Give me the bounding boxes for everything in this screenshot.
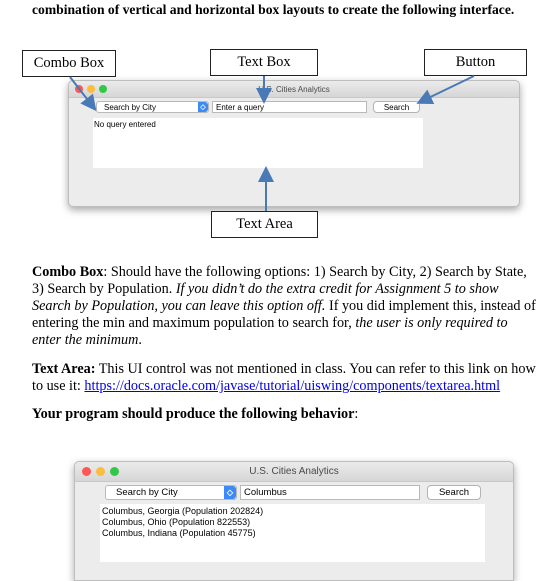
window-2-title: U.S. Cities Analytics [249, 466, 339, 477]
combo-chevron-icon: ◇ [224, 486, 236, 499]
search-button[interactable]: Search [427, 485, 481, 500]
text-box-callout: Text Box [210, 49, 318, 76]
behavior-label: Your program should produce the following behavior [32, 406, 355, 422]
behavior-heading [32, 406, 537, 423]
intro-text: combination of vertical and horizontal box layouts to create the following interface. [32, 2, 515, 17]
combo-box-paragraph [32, 264, 537, 349]
combo-value: Search by City [104, 102, 157, 112]
combo-box-text-3: . [138, 332, 142, 348]
search-button[interactable]: Search [373, 101, 420, 113]
results-text-area[interactable] [100, 504, 485, 562]
behavior-colon: : [354, 406, 359, 422]
combo-chevron-icon: ◇ [198, 102, 208, 112]
window-1-title: U.S. Cities Analytics [258, 84, 330, 94]
combo-arrow-icon [70, 77, 94, 108]
combo-value: Search by City [116, 487, 178, 498]
text-area-callout: Text Area [211, 211, 318, 238]
minimize-dot-icon[interactable] [96, 467, 105, 476]
combo-box-text-1: : Should have the following options: 1) Search by City, 2) Search by State, 3) Search by Population. [32, 264, 527, 297]
result-line: Columbus, Georgia (Population 202824) [102, 506, 264, 516]
query-value: Columbus [244, 487, 287, 498]
query-input[interactable] [240, 485, 420, 500]
button-arrow-icon [420, 76, 474, 102]
combo-box-text-2: If you did implement this, instead of entering the min and maximum population to search for, [32, 298, 536, 331]
combo-box-italic-2: the user is only required to enter the minimum [32, 315, 508, 348]
result-line: Columbus, Ohio (Population 822553) [102, 517, 251, 527]
combo-box-label: Combo Box [32, 264, 104, 280]
zoom-dot-icon[interactable] [110, 467, 119, 476]
combo-box-callout: Combo Box [22, 50, 116, 77]
close-dot-icon[interactable] [82, 467, 91, 476]
combo-box-italic-1: If you didn’t do the extra credit for Assignment 5 to show Search by Population, you can leave this option off. [32, 281, 499, 314]
text-area-paragraph [32, 361, 537, 395]
example-window-2 [74, 461, 514, 581]
text-area-content: No query entered [94, 120, 156, 129]
window-2-titlebar [75, 462, 513, 482]
search-type-combo[interactable] [105, 485, 237, 500]
text-area-text: This UI control was not mentioned in class. You can refer to this link on how to use it: [32, 361, 536, 394]
button-callout: Button [424, 49, 527, 76]
query-value: Enter a query [216, 102, 265, 112]
text-area-label: Text Area: [32, 361, 96, 377]
textarea-docs-link[interactable]: https://docs.oracle.com/javase/tutorial/uiswing/components/textarea.html [84, 378, 501, 394]
result-line: Columbus, Indiana (Population 45775) [102, 528, 256, 538]
